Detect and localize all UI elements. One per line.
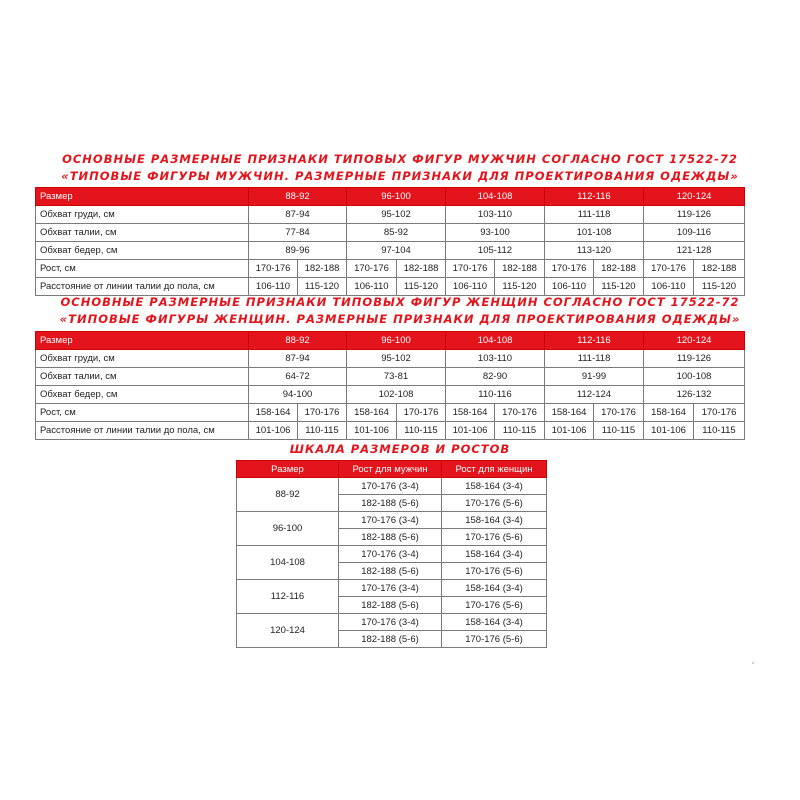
men-row-height (36, 260, 745, 278)
table-cell: 101-108 (545, 224, 644, 242)
table-cell: 101-106 (644, 422, 694, 440)
table-cell: 110-115 (298, 422, 347, 440)
table-cell: 115-120 (495, 278, 545, 296)
table-cell: 110-115 (397, 422, 446, 440)
table-cell: 170-176 (3-4) (339, 512, 442, 529)
table-cell: 182-188 (5-6) (339, 495, 442, 512)
scale-header-row (237, 461, 547, 478)
men-row-waist (36, 224, 745, 242)
table-cell: 73-81 (347, 368, 446, 386)
row-label: Обхват бедер, см (36, 242, 249, 260)
men-size-header: 96-100 (347, 188, 446, 206)
men-size-header: 104-108 (446, 188, 545, 206)
men-size-table (35, 187, 745, 296)
table-cell: 182-188 (5-6) (339, 563, 442, 580)
table-cell: 158-164 (3-4) (442, 512, 547, 529)
table-cell: 182-188 (397, 260, 446, 278)
decorative-dot (752, 662, 754, 664)
row-label: Рост, см (36, 260, 249, 278)
table-cell: 101-106 (347, 422, 397, 440)
table-cell: 111-118 (545, 350, 644, 368)
table-cell: 106-110 (545, 278, 594, 296)
table-cell: 94-100 (249, 386, 347, 404)
table-cell: 105-112 (446, 242, 545, 260)
table-cell: 126-132 (644, 386, 745, 404)
table-cell: 101-106 (446, 422, 495, 440)
table-cell: 170-176 (5-6) (442, 597, 547, 614)
row-label: Рост, см (36, 404, 249, 422)
table-cell: 182-188 (495, 260, 545, 278)
women-heading-line1: ОСНОВНЫЕ РАЗМЕРНЫЕ ПРИЗНАКИ ТИПОВЫХ ФИГУР ЖЕНЩИН СОГЛАСНО ГОСТ 17522-72 (60, 295, 740, 309)
table-cell: 106-110 (347, 278, 397, 296)
table-cell: 170-176 (249, 260, 298, 278)
size-height-scale-table (236, 460, 547, 648)
table-cell: 158-164 (545, 404, 594, 422)
table-cell: 170-176 (694, 404, 745, 422)
women-size-table (35, 331, 745, 440)
scale-size-cell: 120-124 (237, 614, 339, 648)
table-cell: 102-108 (347, 386, 446, 404)
table-cell: 115-120 (694, 278, 745, 296)
table-cell: 87-94 (249, 206, 347, 224)
table-cell: 170-176 (3-4) (339, 478, 442, 495)
men-row-waist-to-floor (36, 278, 745, 296)
table-cell: 170-176 (347, 260, 397, 278)
women-row-chest (36, 350, 745, 368)
scale-header-size: Размер (237, 461, 339, 478)
table-cell: 158-164 (3-4) (442, 614, 547, 631)
scale-size-cell: 88-92 (237, 478, 339, 512)
table-cell: 170-176 (397, 404, 446, 422)
table-cell: 103-110 (446, 206, 545, 224)
men-heading-line2: «ТИПОВЫЕ ФИГУРЫ МУЖЧИН. РАЗМЕРНЫЕ ПРИЗНАКИ ДЛЯ ПРОЕКТИРОВАНИЯ ОДЕЖДЫ» (61, 169, 739, 183)
scale-row (237, 614, 547, 631)
scale-size-cell: 112-116 (237, 580, 339, 614)
table-cell: 170-176 (594, 404, 644, 422)
table-cell: 110-115 (594, 422, 644, 440)
table-cell: 121-128 (644, 242, 745, 260)
table-cell: 170-176 (446, 260, 495, 278)
men-size-header: 112-116 (545, 188, 644, 206)
row-label: Обхват талии, см (36, 224, 249, 242)
table-cell: 103-110 (446, 350, 545, 368)
table-cell: 170-176 (5-6) (442, 529, 547, 546)
table-cell: 110-115 (495, 422, 545, 440)
table-cell: 182-188 (298, 260, 347, 278)
women-size-header: 112-116 (545, 332, 644, 350)
table-cell: 182-188 (594, 260, 644, 278)
table-cell: 170-176 (3-4) (339, 580, 442, 597)
row-label: Расстояние от линии талии до пола, см (36, 278, 249, 296)
table-cell: 106-110 (446, 278, 495, 296)
table-cell: 170-176 (5-6) (442, 631, 547, 648)
table-cell: 87-94 (249, 350, 347, 368)
table-cell: 170-176 (3-4) (339, 546, 442, 563)
women-row-hips (36, 386, 745, 404)
row-label: Расстояние от линии талии до пола, см (36, 422, 249, 440)
table-cell: 158-164 (644, 404, 694, 422)
scale-row (237, 512, 547, 529)
women-size-header: 88-92 (249, 332, 347, 350)
table-cell: 158-164 (446, 404, 495, 422)
scale-heading: ШКАЛА РАЗМЕРОВ И РОСТОВ (289, 442, 511, 456)
table-cell: 182-188 (694, 260, 745, 278)
men-row-chest (36, 206, 745, 224)
table-cell: 112-124 (545, 386, 644, 404)
table-cell: 95-102 (347, 350, 446, 368)
row-label: Обхват талии, см (36, 368, 249, 386)
scale-header-men: Рост для мужчин (339, 461, 442, 478)
table-cell: 158-164 (3-4) (442, 580, 547, 597)
scale-header-women: Рост для женщин (442, 461, 547, 478)
table-cell: 111-118 (545, 206, 644, 224)
table-cell: 106-110 (249, 278, 298, 296)
table-cell: 91-99 (545, 368, 644, 386)
table-cell: 158-164 (347, 404, 397, 422)
table-cell: 82-90 (446, 368, 545, 386)
table-cell: 182-188 (5-6) (339, 597, 442, 614)
table-cell: 119-126 (644, 206, 745, 224)
table-cell: 182-188 (5-6) (339, 631, 442, 648)
row-label: Обхват груди, см (36, 206, 249, 224)
women-size-header: 120-124 (644, 332, 745, 350)
men-size-header: 88-92 (249, 188, 347, 206)
table-cell: 100-108 (644, 368, 745, 386)
women-row-waist-to-floor (36, 422, 745, 440)
table-cell: 170-176 (5-6) (442, 495, 547, 512)
scale-row (237, 478, 547, 495)
women-row-height (36, 404, 745, 422)
table-cell: 115-120 (298, 278, 347, 296)
table-cell: 89-96 (249, 242, 347, 260)
table-cell: 110-115 (694, 422, 745, 440)
table-cell: 106-110 (644, 278, 694, 296)
table-cell: 158-164 (3-4) (442, 478, 547, 495)
table-cell: 170-176 (3-4) (339, 614, 442, 631)
scale-row (237, 580, 547, 597)
table-cell: 115-120 (594, 278, 644, 296)
table-cell: 93-100 (446, 224, 545, 242)
scale-row (237, 546, 547, 563)
table-cell: 110-116 (446, 386, 545, 404)
table-cell: 85-92 (347, 224, 446, 242)
table-cell: 170-176 (644, 260, 694, 278)
table-cell: 77-84 (249, 224, 347, 242)
men-heading-line1: ОСНОВНЫЕ РАЗМЕРНЫЕ ПРИЗНАКИ ТИПОВЫХ ФИГУР МУЖЧИН СОГЛАСНО ГОСТ 17522-72 (62, 152, 738, 166)
women-header-label: Размер (36, 332, 249, 350)
table-cell: 95-102 (347, 206, 446, 224)
row-label: Обхват бедер, см (36, 386, 249, 404)
women-heading-line2: «ТИПОВЫЕ ФИГУРЫ ЖЕНЩИН. РАЗМЕРНЫЕ ПРИЗНАКИ ДЛЯ ПРОЕКТИРОВАНИЯ ОДЕЖДЫ» (59, 312, 741, 326)
women-size-header: 104-108 (446, 332, 545, 350)
table-cell: 170-176 (5-6) (442, 563, 547, 580)
table-cell: 170-176 (545, 260, 594, 278)
women-row-waist (36, 368, 745, 386)
table-cell: 101-106 (249, 422, 298, 440)
men-size-header: 120-124 (644, 188, 745, 206)
table-cell: 64-72 (249, 368, 347, 386)
scale-size-cell: 104-108 (237, 546, 339, 580)
table-cell: 182-188 (5-6) (339, 529, 442, 546)
table-cell: 115-120 (397, 278, 446, 296)
men-header-label: Размер (36, 188, 249, 206)
table-cell: 158-164 (249, 404, 298, 422)
table-cell: 101-106 (545, 422, 594, 440)
row-label: Обхват груди, см (36, 350, 249, 368)
table-cell: 170-176 (298, 404, 347, 422)
women-header-row (36, 332, 745, 350)
table-cell: 97-104 (347, 242, 446, 260)
table-cell: 170-176 (495, 404, 545, 422)
men-row-hips (36, 242, 745, 260)
table-cell: 109-116 (644, 224, 745, 242)
table-cell: 113-120 (545, 242, 644, 260)
scale-size-cell: 96-100 (237, 512, 339, 546)
men-header-row (36, 188, 745, 206)
table-cell: 158-164 (3-4) (442, 546, 547, 563)
table-cell: 119-126 (644, 350, 745, 368)
women-size-header: 96-100 (347, 332, 446, 350)
